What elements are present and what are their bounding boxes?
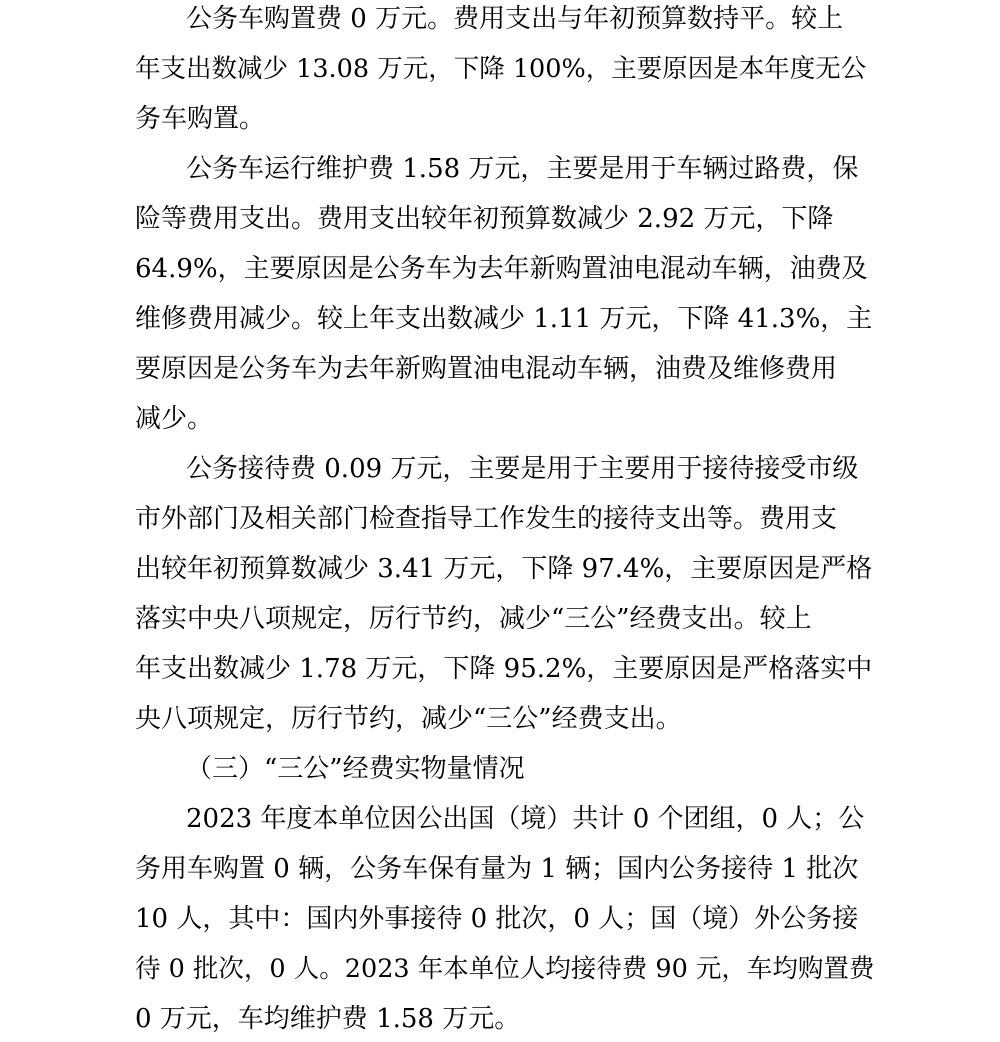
text-line: 维修费用减少。较上年支出数减少 1.11 万元，下降 41.3%，主 [135, 304, 873, 334]
text-line: 2023 年度本单位因公出国（境）共计 0 个团组，0 人；公 [186, 804, 865, 834]
text-line: 64.9%，主要原因是公务车为去年新购置油电混动车辆，油费及 [135, 254, 868, 284]
text-line: 待 0 批次，0 人。2023 年本单位人均接待费 90 元，车均购置费 [135, 954, 875, 984]
text-line: 减少。 [135, 404, 214, 434]
text-line: 公务接待费 0.09 万元，主要是用于主要用于接待接受市级 [186, 454, 859, 484]
text-line: 务用车购置 0 辆，公务车保有量为 1 辆；国内公务接待 1 批次 [135, 854, 859, 884]
text-line: 0 万元，车均维护费 1.58 万元。 [135, 1004, 521, 1034]
text-line: 公务车运行维护费 1.58 万元，主要是用于车辆过路费，保 [186, 154, 859, 184]
text-line: 10 人，其中：国内外事接待 0 批次，0 人；国（境）外公务接 [135, 904, 859, 934]
text-line: 务车购置。 [135, 104, 266, 134]
text-line: 落实中央八项规定，厉行节约，减少“三公”经费支出。较上 [135, 604, 812, 634]
text-line: 市外部门及相关部门检查指导工作发生的接待支出等。费用支 [135, 504, 838, 534]
text-line: 要原因是公务车为去年新购置油电混动车辆，油费及维修费用 [135, 354, 838, 384]
text-line: 公务车购置费 0 万元。费用支出与年初预算数持平。较上 [186, 4, 844, 34]
section-heading: （三）“三公”经费实物量情况 [186, 754, 525, 784]
text-line: 险等费用支出。费用支出较年初预算数减少 2.92 万元，下降 [135, 204, 834, 234]
text-line: 出较年初预算数减少 3.41 万元，下降 97.4%，主要原因是严格 [135, 554, 873, 584]
text-line: 年支出数减少 13.08 万元，下降 100%，主要原因是本年度无公 [135, 54, 867, 84]
text-line: 央八项规定，厉行节约，减少“三公”经费支出。 [135, 704, 682, 734]
text-line: 年支出数减少 1.78 万元，下降 95.2%，主要原因是严格落实中 [135, 654, 873, 684]
